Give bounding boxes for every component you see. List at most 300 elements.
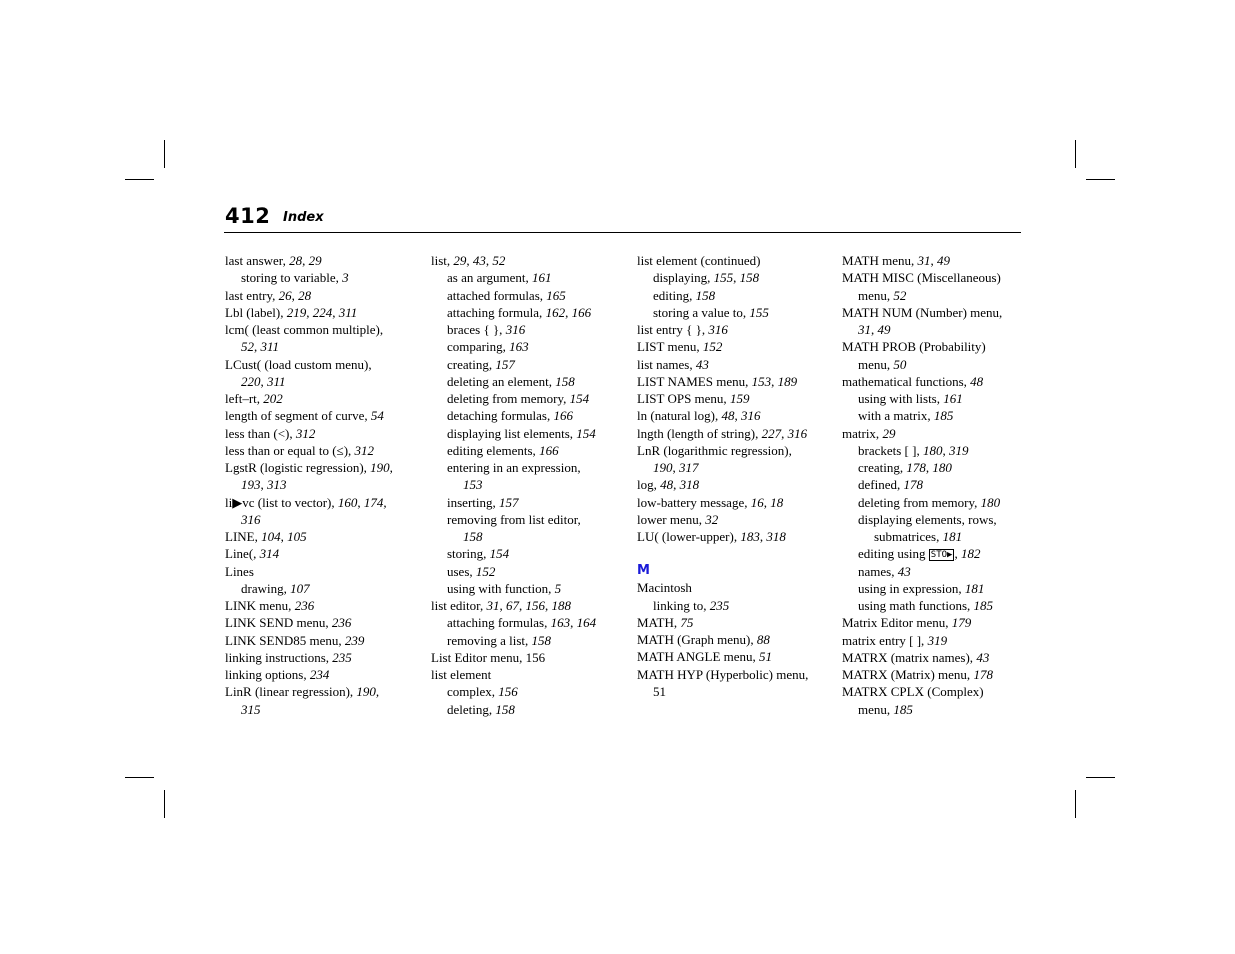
index-entry: [637, 528, 837, 545]
index-entry: [842, 511, 1042, 528]
page-ref: 185: [933, 408, 954, 424]
entry-term: MATH (Graph menu),: [637, 632, 757, 647]
page-ref: 316: [505, 322, 526, 337]
page-separator: ,: [763, 494, 771, 510]
index-entry: [842, 614, 1042, 631]
page-ref: 185: [973, 598, 994, 613]
entry-term: lower menu,: [637, 511, 706, 527]
entry-term: entering in an expression,: [447, 460, 581, 475]
index-entry: [225, 287, 425, 304]
entry-term: displaying,: [653, 270, 714, 286]
page-ref: 3: [342, 270, 349, 286]
page-ref: 48: [721, 408, 735, 424]
index-entry: [431, 252, 631, 269]
page-ref: 161: [531, 270, 552, 286]
index-entry: [842, 338, 1042, 355]
page-separator: ,: [499, 598, 506, 613]
entry-term: left–rt,: [225, 391, 264, 406]
index-entry: [637, 407, 837, 424]
entry-term: LINK menu,: [225, 598, 295, 613]
index-entry: [842, 287, 1042, 304]
entry-term: ln (natural log),: [637, 408, 722, 424]
entry-term: LINK SEND menu,: [225, 615, 332, 631]
crop-mark: [1086, 179, 1115, 180]
index-column-4: [842, 252, 1042, 718]
index-entry: [225, 683, 425, 700]
page-separator: ,: [306, 304, 313, 320]
page-ref: 178: [973, 667, 993, 682]
index-entry: [431, 580, 631, 597]
index-entry: [842, 494, 1042, 511]
page-ref: 49: [877, 322, 891, 337]
crop-mark: [125, 179, 154, 180]
index-column-2: [431, 252, 631, 718]
index-entry: [225, 304, 425, 321]
index-entry: [225, 494, 425, 511]
page-ref: 314: [259, 546, 280, 562]
page-ref: 5: [554, 580, 562, 596]
page-ref: 163: [550, 615, 571, 631]
entry-term: attached formulas,: [447, 287, 547, 303]
page-ref: 219: [286, 304, 307, 320]
index-entry: [431, 287, 631, 304]
page-ref: 312: [354, 442, 375, 458]
index-entry: [637, 252, 837, 269]
page-ref: 318: [766, 529, 786, 544]
index-entry: [225, 476, 425, 493]
entry-term: LgstR (logistic regression),: [225, 460, 371, 475]
page-ref: 50: [893, 356, 907, 372]
entry-term: using with function,: [447, 580, 555, 596]
page-ref: 156: [525, 598, 545, 613]
page-ref: 235: [332, 649, 352, 665]
index-entry: [225, 269, 425, 286]
page-separator: ,: [942, 442, 949, 458]
index-entry: [637, 597, 837, 614]
entry-term: list names,: [637, 356, 696, 372]
index-entry: [225, 252, 425, 269]
index-entry: [842, 390, 1042, 407]
index-entry: [431, 442, 631, 459]
entry-term: length of segment of curve,: [225, 408, 371, 424]
index-entry: [637, 373, 837, 390]
entry-term: complex,: [447, 684, 499, 700]
index-entry: [842, 666, 1042, 683]
index-entry: [431, 476, 631, 493]
entry-term: using in expression,: [858, 580, 965, 596]
page-ref: 316: [740, 408, 761, 424]
page-separator: ,: [759, 529, 767, 544]
entry-term: brackets [ ],: [858, 442, 923, 458]
index-entry: [225, 442, 425, 459]
entry-term: removing from list editor,: [447, 511, 581, 527]
entry-term: MATH MISC (Miscellaneous): [842, 270, 1001, 286]
page-separator: ,: [871, 322, 878, 337]
entry-term: list entry { },: [637, 322, 709, 337]
page-ref: 29: [453, 253, 467, 268]
page-ref: 315: [241, 701, 261, 717]
page-ref: 155: [713, 270, 734, 286]
page-ref: 234: [309, 667, 330, 682]
page-separator: ,: [734, 408, 741, 424]
crop-mark: [164, 790, 165, 818]
page-ref: 107: [290, 580, 310, 596]
page-ref: 166: [539, 442, 559, 458]
page-ref: 75: [680, 614, 694, 630]
entry-term: submatrices,: [874, 529, 943, 544]
page-ref: 164: [576, 615, 597, 631]
entry-term: Line(,: [225, 546, 260, 562]
index-entry: [637, 614, 837, 631]
entry-term: less than or equal to (≤),: [225, 442, 355, 458]
page-ref: 182: [960, 546, 981, 562]
page-ref: 29: [308, 253, 322, 268]
page-ref: 153: [751, 373, 772, 389]
entry-term: menu,: [858, 701, 894, 717]
entry-term: lcm( (least common multiple),: [225, 322, 384, 337]
trailing-comma: ,: [383, 494, 387, 510]
entry-term: braces { },: [447, 322, 506, 337]
entry-term: Matrix Editor menu,: [842, 615, 952, 631]
index-entry: [842, 649, 1042, 666]
page-ref: 316: [708, 322, 728, 337]
page-ref: 155: [749, 304, 769, 320]
entry-term: defined,: [858, 477, 904, 493]
index-entry: [842, 632, 1042, 649]
index-entry: [842, 304, 1042, 321]
page-ref: 153: [463, 477, 483, 493]
index-entry: [637, 304, 837, 321]
page-ref: 220: [241, 373, 261, 389]
entry-term: li▶vc (list to vector),: [225, 494, 338, 510]
index-entry: [225, 701, 425, 718]
page-ref: 157: [495, 356, 515, 372]
entry-term: less than (<),: [225, 425, 296, 441]
entry-term: Lbl (label),: [225, 304, 287, 320]
index-entry: [842, 356, 1042, 373]
entry-term: last answer,: [225, 253, 290, 268]
index-entry: [842, 373, 1042, 390]
page-ref: 54: [370, 408, 384, 424]
entry-term: LU( (lower-upper),: [637, 529, 741, 544]
index-entry: [842, 442, 1042, 459]
index-entry: [431, 425, 631, 442]
crop-mark: [1086, 777, 1115, 778]
page-ref: 49: [936, 253, 950, 268]
index-entry: [431, 597, 631, 614]
page-ref: 311: [267, 373, 286, 389]
index-entry: [842, 407, 1042, 424]
entry-term: uses,: [447, 563, 476, 579]
entry-term: LIST menu,: [637, 339, 703, 355]
page-ref: 162: [545, 304, 566, 320]
index-entry: [637, 269, 837, 286]
index-entry: [637, 494, 837, 511]
page-number: 412: [225, 204, 271, 228]
page-ref: 165: [546, 287, 566, 303]
entry-term: linking instructions,: [225, 649, 333, 665]
entry-term: using math functions,: [858, 598, 974, 613]
page-ref: 29: [882, 425, 896, 441]
page-ref: 154: [489, 546, 510, 562]
page-separator: ,: [781, 425, 788, 441]
index-entry: [637, 442, 837, 459]
index-entry: [225, 614, 425, 631]
page-ref: 43: [695, 356, 709, 372]
index-entry: [431, 545, 631, 562]
index-entry: [431, 321, 631, 338]
entry-term: as an argument,: [447, 270, 532, 286]
page-ref: 158: [739, 270, 760, 286]
entry-term: list element (continued): [637, 253, 761, 268]
index-entry: [842, 545, 1042, 562]
page-separator: ,: [930, 253, 937, 268]
index-entry: [842, 269, 1042, 286]
page-ref: 16: [750, 494, 764, 510]
page-ref: 163: [509, 339, 529, 355]
page-ref: 319: [948, 442, 969, 458]
page-separator: ,: [254, 339, 261, 355]
index-entry: [225, 666, 425, 683]
entry-term: inserting,: [447, 494, 499, 510]
page-ref: 181: [964, 580, 985, 596]
page-separator: ,: [291, 287, 299, 303]
page-ref: 312: [295, 425, 316, 441]
entry-term: MATH PROB (Probability): [842, 339, 986, 355]
page-ref: 311: [260, 339, 280, 355]
page-ref: 180: [932, 460, 952, 475]
entry-term: linking to,: [653, 597, 710, 613]
entry-term: storing,: [447, 546, 490, 562]
index-entry: [842, 580, 1042, 597]
entry-term: displaying list elements,: [447, 425, 577, 441]
entry-term: LINK SEND85 menu,: [225, 632, 345, 648]
index-entry: [637, 648, 837, 665]
index-entry: [637, 579, 837, 596]
index-entry: [225, 373, 425, 390]
entry-term: displaying elements, rows,: [858, 511, 997, 527]
page-ref: 190: [370, 460, 390, 475]
index-entry: [431, 338, 631, 355]
page-ref: 227: [761, 425, 782, 441]
index-entry: [637, 683, 837, 700]
index-entry: [225, 338, 425, 355]
index-entry: [842, 252, 1042, 269]
entry-term: comparing,: [447, 339, 510, 355]
page-ref: 104: [261, 529, 281, 544]
index-entry: [637, 356, 837, 373]
index-entry: [842, 597, 1042, 614]
page-separator: ,: [485, 253, 493, 268]
page-ref: 181: [942, 529, 963, 544]
page-ref: 159: [729, 391, 750, 406]
page-ref: 183: [740, 529, 760, 544]
page-ref: 224: [312, 304, 333, 320]
page-separator: ,: [518, 598, 526, 613]
index-entry: [431, 701, 631, 718]
page-ref: 51: [759, 649, 773, 665]
trailing-comma: ,: [389, 460, 393, 475]
page-ref: 157: [499, 494, 519, 510]
page-ref: 318: [679, 477, 700, 493]
page-ref: 166: [553, 408, 573, 424]
page-ref: 28: [298, 287, 312, 303]
index-entry: [225, 649, 425, 666]
index-entry: [637, 390, 837, 407]
entry-term: deleting from memory,: [447, 391, 570, 406]
page-separator: ,: [302, 253, 309, 268]
entry-term: low-battery message,: [637, 494, 751, 510]
entry-term: removing a list,: [447, 632, 532, 648]
index-entry: [842, 563, 1042, 580]
page-ref: 239: [344, 632, 365, 648]
entry-term: MATRX CPLX (Complex): [842, 684, 984, 700]
entry-term: deleting from memory,: [858, 494, 981, 510]
sto-key-icon: STO▶: [930, 550, 953, 561]
page-ref: 154: [569, 391, 590, 406]
page-separator: ,: [280, 529, 288, 544]
index-entry: [637, 476, 837, 493]
entry-term: LinR (linear regression),: [225, 684, 357, 700]
crop-mark: [125, 777, 154, 778]
entry-term: deleting,: [447, 701, 496, 717]
index-entry: [637, 631, 837, 648]
entry-term: using with lists,: [858, 391, 944, 406]
index-entry: [431, 649, 631, 666]
index-column-1: [225, 252, 425, 718]
index-entry: [637, 321, 837, 338]
index-entry: [431, 356, 631, 373]
index-entry: [842, 701, 1042, 718]
entry-term: attaching formulas,: [447, 615, 551, 631]
entry-term: storing to variable,: [241, 270, 343, 286]
page-separator: ,: [771, 373, 778, 389]
entry-term: LnR (logarithmic regression),: [637, 442, 792, 458]
entry-term: editing elements,: [447, 442, 540, 458]
crop-mark: [164, 140, 165, 168]
page-ref: 31: [486, 598, 500, 613]
page-ref: 43: [472, 253, 486, 268]
page-ref: 178: [906, 460, 926, 475]
index-entry: [225, 407, 425, 424]
entry-separator: ,: [954, 546, 961, 562]
entry-term: drawing,: [241, 580, 291, 596]
index-column-3: [637, 252, 837, 700]
entry-term: MATH,: [637, 614, 681, 630]
index-entry: [225, 545, 425, 562]
page-ref: 52: [492, 253, 506, 268]
page-separator: ,: [673, 477, 680, 493]
entry-term: 51: [653, 683, 666, 699]
index-entry: [431, 683, 631, 700]
page-ref: 236: [294, 598, 315, 613]
index-entry: [431, 390, 631, 407]
page-ref: 52: [893, 287, 907, 303]
page-ref: 31: [858, 322, 871, 337]
crop-mark: [1075, 790, 1076, 818]
index-entry: [225, 597, 425, 614]
entry-term: matrix entry [ ],: [842, 632, 928, 648]
entry-term: LIST OPS menu,: [637, 391, 730, 406]
index-entry: [431, 511, 631, 528]
page-ref: 316: [787, 425, 808, 441]
entry-term: storing a value to,: [653, 304, 750, 320]
index-entry: [842, 528, 1042, 545]
entry-term: matrix,: [842, 425, 883, 441]
entry-term: Lines: [225, 563, 254, 579]
index-entry: [842, 476, 1042, 493]
index-entry: [842, 425, 1042, 442]
page-separator: ,: [260, 373, 267, 389]
section-title: Index: [283, 210, 324, 225]
index-entry: [842, 321, 1042, 338]
entry-term: MATH ANGLE menu,: [637, 649, 760, 665]
index-entry: [431, 494, 631, 511]
entry-term: LINE,: [225, 529, 262, 544]
page-ref: 152: [475, 563, 496, 579]
index-entry: [225, 580, 425, 597]
page-ref: 174: [363, 494, 384, 510]
index-entry: [225, 390, 425, 407]
entry-term: list element: [431, 667, 492, 682]
page-ref: 32: [705, 511, 719, 527]
entry-term: attaching formula,: [447, 304, 546, 320]
page-ref: 43: [976, 649, 990, 665]
index-entry: [225, 356, 425, 373]
page-header: [224, 204, 1021, 233]
index-entry: [225, 459, 425, 476]
entry-term: editing using: [858, 546, 929, 562]
index-letter-heading: M: [637, 563, 650, 579]
entry-term: MATH HYP (Hyperbolic) menu,: [637, 666, 809, 682]
page-ref: 190: [653, 460, 673, 475]
page-ref: 26: [278, 287, 292, 303]
entry-term: editing,: [653, 287, 696, 303]
index-entry: [431, 666, 631, 683]
index-entry: [842, 683, 1042, 700]
page-ref: 190: [356, 684, 376, 700]
entry-term: MATRX (Matrix) menu,: [842, 667, 974, 682]
page-ref: 180: [922, 442, 943, 458]
page-ref: 158: [555, 373, 575, 389]
crop-mark: [1075, 140, 1076, 168]
index-entry: [431, 459, 631, 476]
page-separator: ,: [570, 615, 577, 631]
entry-term: Macintosh: [637, 580, 692, 596]
entry-term: MATRX (matrix names),: [842, 649, 977, 665]
page-ref: 154: [576, 425, 596, 441]
page-ref: 202: [263, 391, 283, 406]
index-entry: [431, 528, 631, 545]
page-ref: 316: [241, 511, 261, 527]
index-entry: [431, 373, 631, 390]
page-ref: 52: [241, 339, 254, 355]
index-entry: [431, 304, 631, 321]
entry-term: list editor,: [431, 598, 487, 613]
page-ref: 158: [695, 287, 716, 303]
page-separator: ,: [672, 460, 679, 475]
page-ref: 158: [463, 529, 483, 544]
page-ref: 105: [287, 529, 307, 544]
index-entry: [225, 563, 425, 580]
entry-term: MATH NUM (Number) menu,: [842, 304, 1003, 320]
page-ref: 166: [571, 304, 592, 320]
index-entry: [431, 632, 631, 649]
page-ref: 189: [777, 373, 798, 389]
entry-term: detaching formulas,: [447, 408, 554, 424]
page-ref: 179: [951, 615, 972, 631]
index-entry: [842, 459, 1042, 476]
